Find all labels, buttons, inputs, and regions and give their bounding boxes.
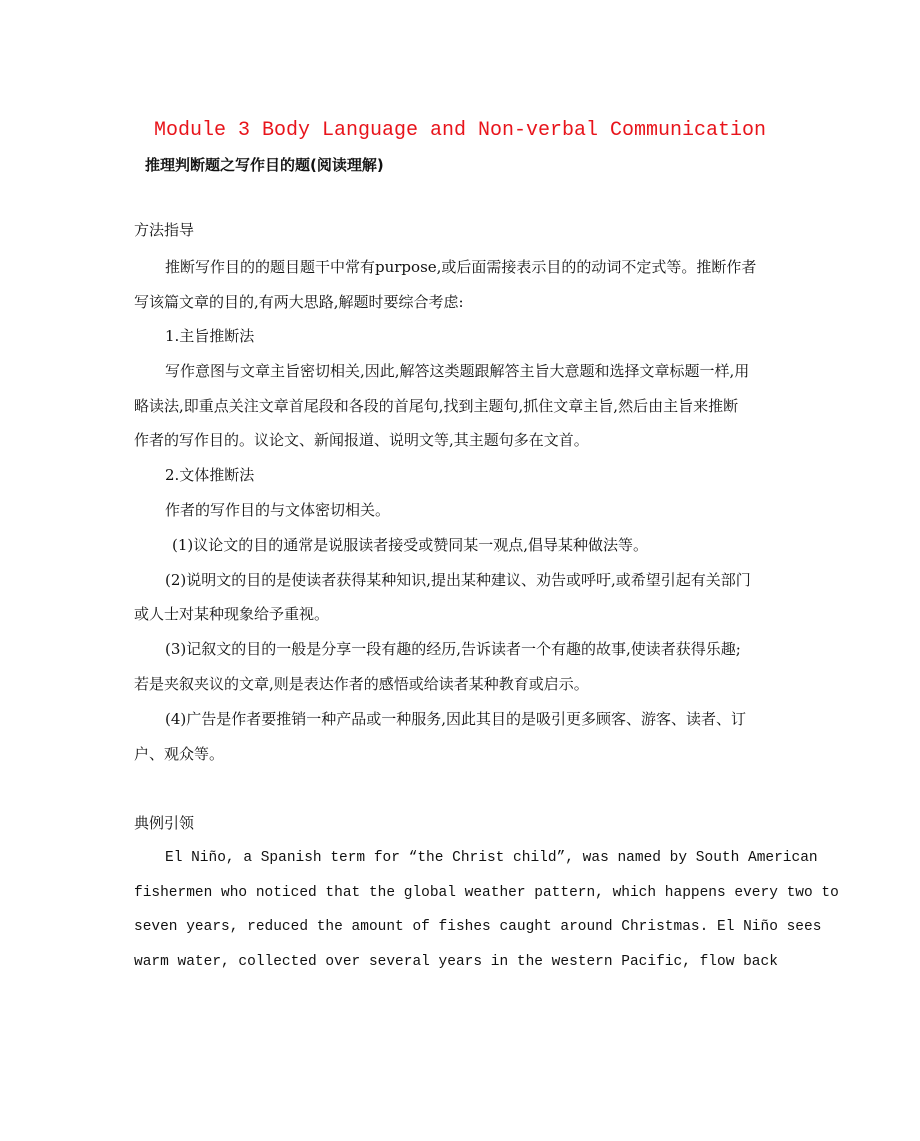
paragraph-line: 作者的写作目的与文体密切相关。	[165, 501, 391, 519]
paragraph-line: (4)广告是作者要推销一种产品或一种服务,因此其目的是吸引更多顾客、游客、读者、订	[165, 710, 747, 728]
paragraph-line: 若是夹叙夹议的文章,则是表达作者的感悟或给读者某种教育或启示。	[134, 675, 589, 693]
document-subtitle: 推理判断题之写作目的题(阅读理解)	[145, 156, 384, 174]
paragraph-line: warm water, collected over several years in the western Pacific, flow back	[134, 954, 778, 970]
paragraph-line: 作者的写作目的。议论文、新闻报道、说明文等,其主题句多在文首。	[134, 431, 589, 449]
paragraph-line: 写该篇文章的目的,有两大思路,解题时要综合考虑:	[134, 293, 464, 311]
document-title: Module 3 Body Language and Non-verbal Communication	[153, 119, 767, 142]
paragraph-line: 1.主旨推断法	[165, 327, 255, 345]
paragraph-line: 户、观众等。	[134, 745, 225, 763]
paragraph-line: 或人士对某种现象给予重视。	[134, 605, 330, 623]
paragraph-line: fishermen who noticed that the global weather pattern, which happens every two to	[134, 885, 839, 901]
paragraph-line: 2.文体推断法	[165, 466, 255, 484]
section-heading-method: 方法指导	[134, 221, 195, 239]
paragraph-line: (1)议论文的目的通常是说服读者接受或赞同某一观点,倡导某种做法等。	[172, 536, 649, 554]
paragraph-line: (2)说明文的目的是使读者获得某种知识,提出某种建议、劝告或呼吁,或希望引起有关部门	[165, 571, 751, 589]
paragraph-line: 写作意图与文章主旨密切相关,因此,解答这类题跟解答主旨大意题和选择文章标题一样,用	[165, 362, 750, 380]
paragraph-line: 推断写作目的的题目题干中常有purpose,或后面需接表示目的的动词不定式等。推断作者	[165, 258, 757, 276]
paragraph-line: El Niño, a Spanish term for “the Christ child”, was named by South American	[165, 850, 818, 866]
paragraph-line: (3)记叙文的目的一般是分享一段有趣的经历,告诉读者一个有趣的故事,使读者获得乐趣;	[165, 640, 741, 658]
paragraph-line: 略读法,即重点关注文章首尾段和各段的首尾句,找到主题句,抓住文章主旨,然后由主旨来推断	[134, 397, 739, 415]
paragraph-line: seven years, reduced the amount of fishes caught around Christmas. El Niño sees	[134, 919, 822, 935]
section-heading-example: 典例引领	[134, 814, 195, 832]
